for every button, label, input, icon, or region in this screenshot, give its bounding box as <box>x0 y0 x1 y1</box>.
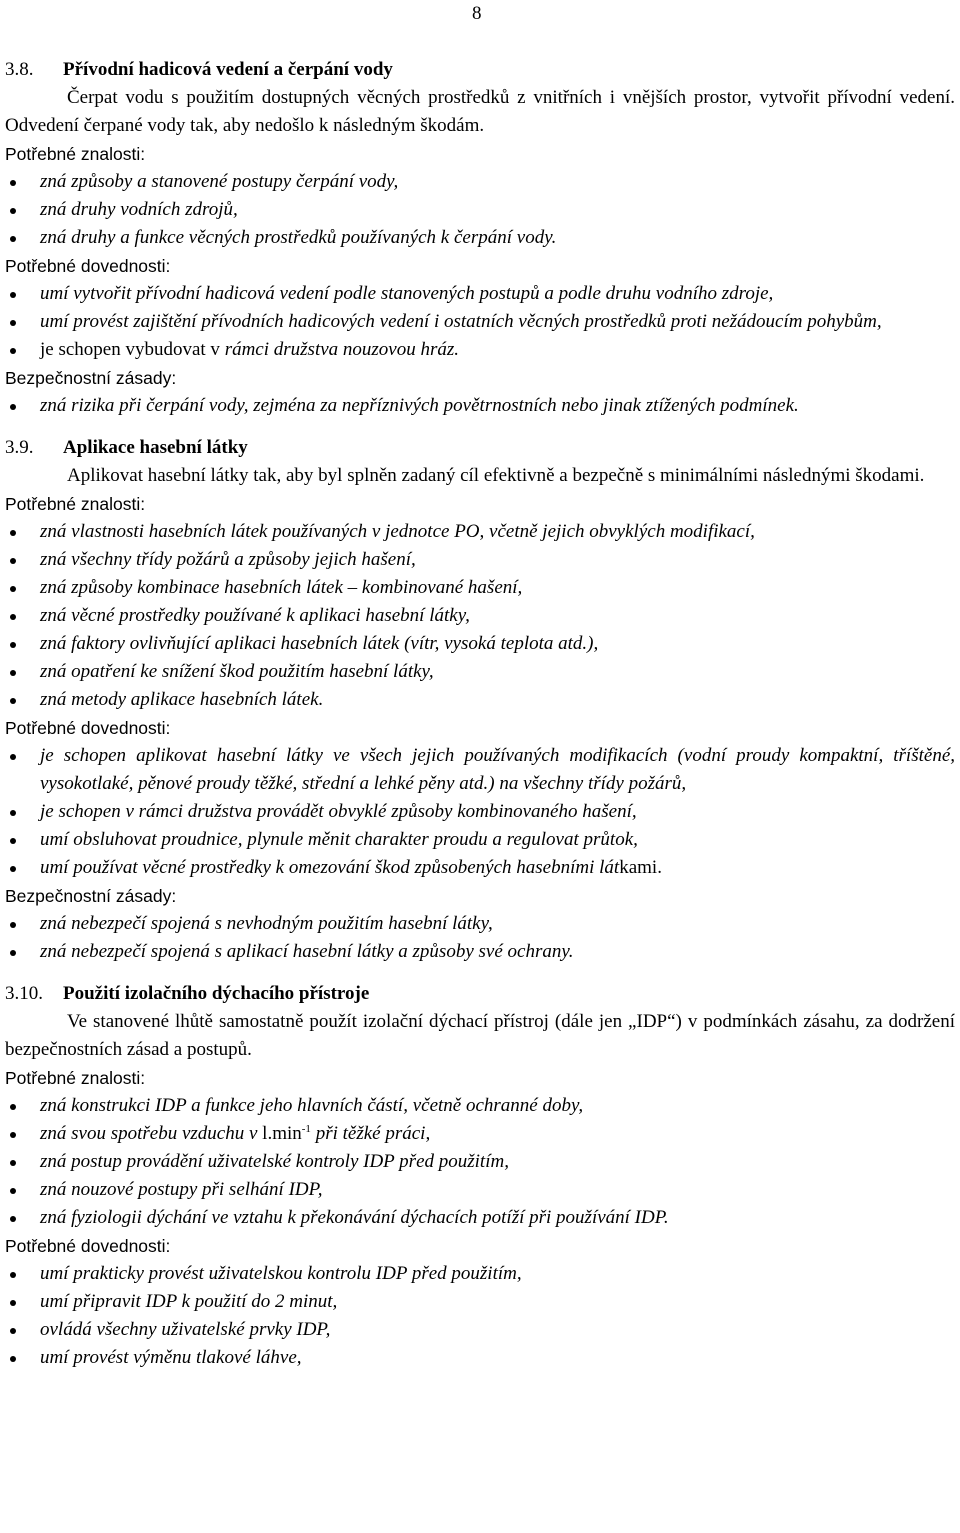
list-item <box>5 1120 955 1148</box>
knowledge-label: Potřebné znalosti: <box>5 1068 146 1088</box>
list-item-italic-text: zná svou spotřebu vzduchu v <box>40 1123 263 1144</box>
section-title: Použití izolačního dýchacího přístroje <box>63 983 370 1004</box>
section-intro: Aplikovat hasební látky tak, aby byl splněn zadaný cíl efektivně a bezpečně s minimálními následnými škodami. <box>67 465 925 486</box>
section-3-8 <box>5 56 955 420</box>
section-intro: Čerpat vodu s použitím dostupných věcných prostředků z vnitřních i vnějších prostor, vytvořit přívodní vedení. Odvedení čerpané vody tak, aby nedošlo k následným škodám. <box>5 87 955 136</box>
list-item: zná způsoby a stanovené postupy čerpání vody, <box>5 168 955 196</box>
knowledge-list <box>5 168 955 252</box>
section-intro: Ve stanovené lhůtě samostatně použít izolační dýchací přístroj (dále jen „IDP“) v podmínkách zásahu, za dodržení bezpečnostních zásad a postupů. <box>5 1011 955 1060</box>
skills-list <box>5 742 955 882</box>
list-item: umí prakticky provést uživatelskou kontrolu IDP před použitím, <box>5 1260 955 1288</box>
list-item: zná konstrukci IDP a funkce jeho hlavních částí, včetně ochranné doby, <box>5 1092 955 1120</box>
knowledge-list <box>5 1092 955 1232</box>
section-title: Přívodní hadicová vedení a čerpání vody <box>63 59 393 80</box>
list-item: je schopen v rámci družstva provádět obvyklé způsoby kombinovaného hašení, <box>5 798 955 826</box>
list-item: zná druhy a funkce věcných prostředků používaných k čerpání vody. <box>5 224 955 252</box>
section-title: Aplikace hasební látky <box>63 437 248 458</box>
list-item: zná fyziologii dýchání ve vztahu k překonávání dýchacích potíží při používání IDP. <box>5 1204 955 1232</box>
list-item: umí připravit IDP k použití do 2 minut, <box>5 1288 955 1316</box>
unit-exponent: -1 <box>301 1123 311 1135</box>
skills-list <box>5 1260 955 1372</box>
list-item: zná všechny třídy požárů a způsoby jejich hašení, <box>5 546 955 574</box>
knowledge-list <box>5 518 955 714</box>
list-item: zná nebezpečí spojená s nevhodným použitím hasební látky, <box>5 910 955 938</box>
list-item-italic-text: umí používat věcné prostředky k omezování škod způsobených hasebními lát <box>40 857 620 878</box>
section-heading <box>5 56 955 84</box>
list-item: zná metody aplikace hasebních látek. <box>5 686 955 714</box>
list-item: umí provést zajištění přívodních hadicových vedení i ostatních věcných prostředků proti nežádoucím pohybům, <box>5 308 955 336</box>
list-item: ovládá všechny uživatelské prvky IDP, <box>5 1316 955 1344</box>
list-item: zná druhy vodních zdrojů, <box>5 196 955 224</box>
unit-text: l.min <box>262 1123 302 1144</box>
list-item: zná vlastnosti hasebních látek používaných v jednotce PO, včetně jejich obvyklých modifikací, <box>5 518 955 546</box>
section-number: 3.8. <box>5 59 34 80</box>
document-body <box>5 56 955 1372</box>
safety-label: Bezpečnostní zásady: <box>5 368 177 388</box>
list-item: zná opatření ke snížení škod použitím hasební látky, <box>5 658 955 686</box>
list-item-upright-text: je schopen vybudovat v <box>40 339 225 360</box>
section-number: 3.10. <box>5 983 43 1004</box>
list-item <box>5 336 955 364</box>
list-item: zná nouzové postupy při selhání IDP, <box>5 1176 955 1204</box>
list-item: je schopen aplikovat hasební látky ve všech jejich používaných modifikacích (vodní proudy kompaktní, tříštěné, vysokotlaké, pěnové proudy těžké, střední a lehké pěny atd.) na všechny třídy požárů, <box>5 742 955 798</box>
safety-label: Bezpečnostní zásady: <box>5 886 177 906</box>
list-item-upright-text: kami. <box>619 857 662 878</box>
section-3-10 <box>5 980 955 1372</box>
list-item-italic-text: rámci družstva nouzovou hráz. <box>224 339 460 360</box>
section-heading <box>5 434 955 462</box>
list-item: umí provést výměnu tlakové láhve, <box>5 1344 955 1372</box>
section-heading <box>5 980 955 1008</box>
skills-label: Potřebné dovednosti: <box>5 1236 171 1256</box>
list-item-italic-text: při těžké práci, <box>310 1123 431 1144</box>
list-item: zná způsoby kombinace hasebních látek – kombinované hašení, <box>5 574 955 602</box>
list-item: zná rizika při čerpání vody, zejména za nepříznivých povětrnostních nebo jinak ztížených podmínek. <box>5 392 955 420</box>
page-number: 8 <box>472 3 482 24</box>
list-item: zná nebezpečí spojená s aplikací hasební látky a způsoby své ochrany. <box>5 938 955 966</box>
list-item: zná věcné prostředky používané k aplikaci hasební látky, <box>5 602 955 630</box>
list-item: umí vytvořit přívodní hadicová vedení podle stanovených postupů a podle druhu vodního zdroje, <box>5 280 955 308</box>
knowledge-label: Potřebné znalosti: <box>5 494 146 514</box>
list-item: umí obsluhovat proudnice, plynule měnit charakter proudu a regulovat průtok, <box>5 826 955 854</box>
knowledge-label: Potřebné znalosti: <box>5 144 146 164</box>
section-number: 3.9. <box>5 437 34 458</box>
skills-label: Potřebné dovednosti: <box>5 256 171 276</box>
skills-label: Potřebné dovednosti: <box>5 718 171 738</box>
list-item <box>5 854 955 882</box>
safety-list <box>5 910 955 966</box>
skills-list <box>5 280 955 364</box>
list-item: zná faktory ovlivňující aplikaci hasebních látek (vítr, vysoká teplota atd.), <box>5 630 955 658</box>
safety-list <box>5 392 955 420</box>
list-item: zná postup provádění uživatelské kontroly IDP před použitím, <box>5 1148 955 1176</box>
section-3-9 <box>5 434 955 966</box>
